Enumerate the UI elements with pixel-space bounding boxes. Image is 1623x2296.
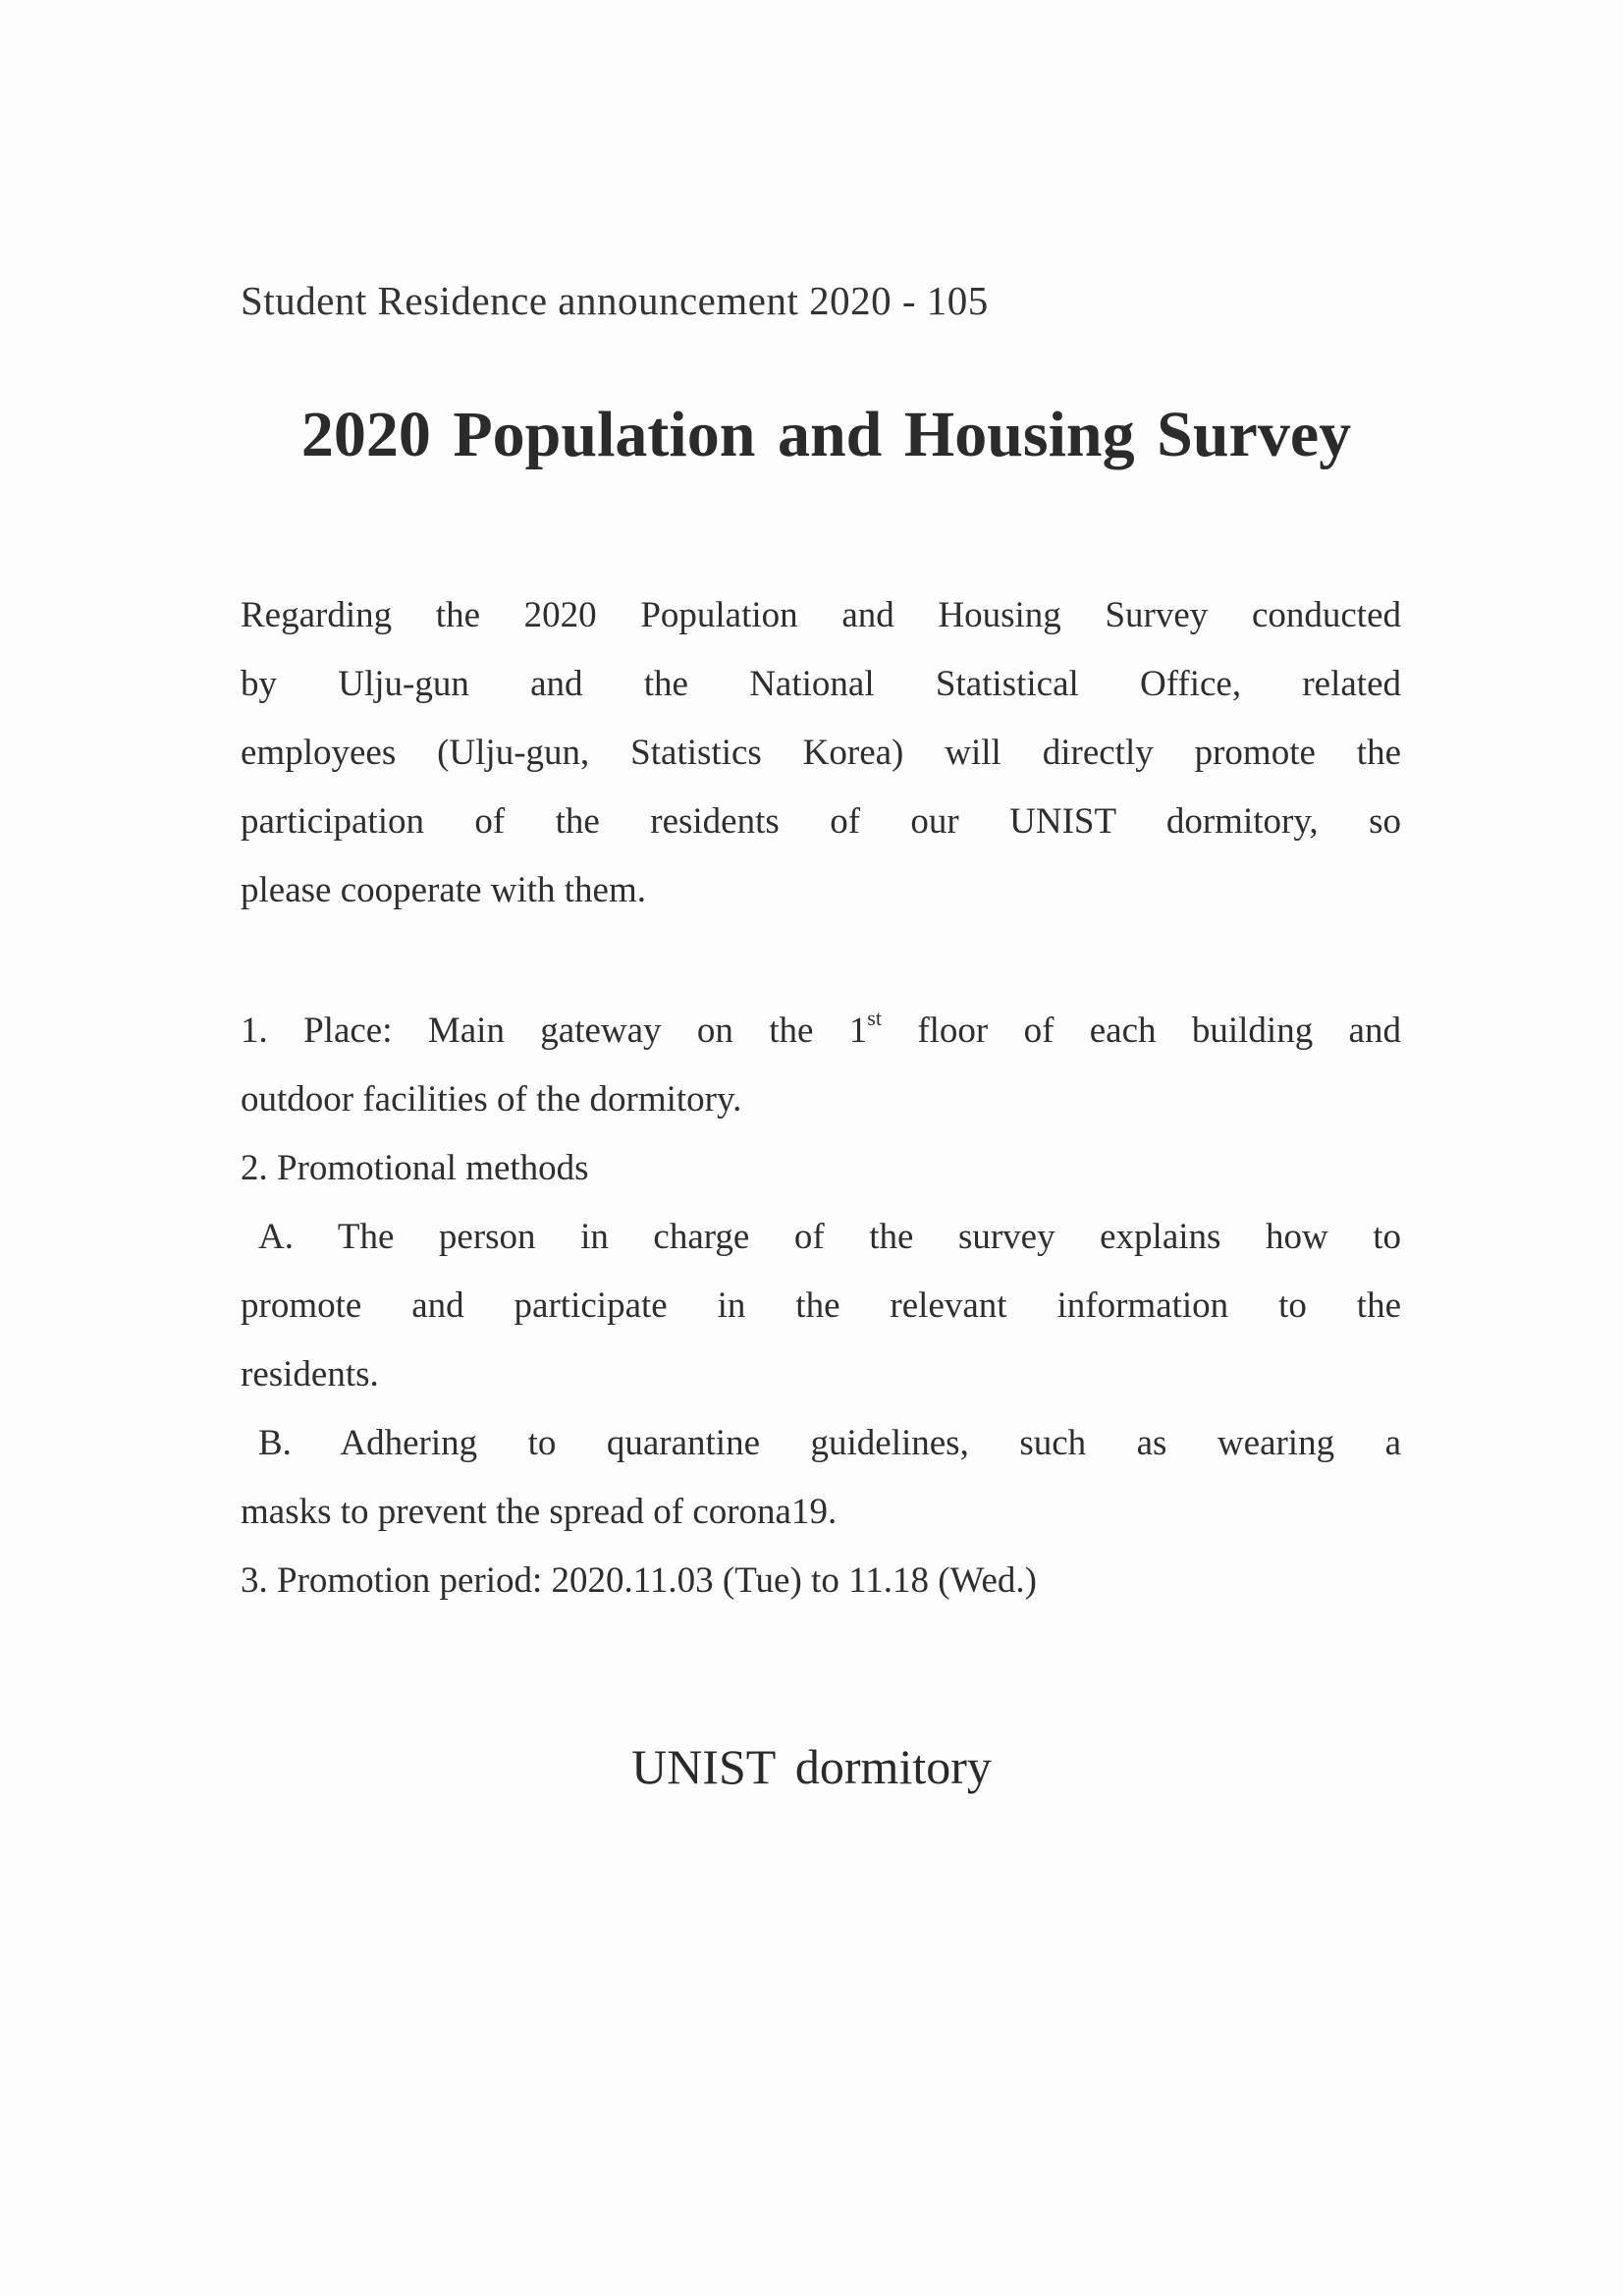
method-b-cont: masks to prevent the spread of corona19. (241, 1492, 838, 1532)
place-item-cont: outdoor facilities of the dormitory. (241, 1079, 742, 1120)
intro-line: please cooperate with them. (241, 870, 646, 910)
intro-line: participation of the residents of our UNIST dormitory, so (241, 801, 1401, 842)
methods-heading: 2. Promotional methods (241, 1148, 589, 1188)
intro-line: employees (Ulju-gun, Statistics Korea) will directly promote the (241, 733, 1401, 773)
place-text: 1. Place: Main gateway on the 1 (241, 1011, 868, 1051)
method-b: B. Adhering to quarantine guidelines, such as wearing a (258, 1423, 1401, 1463)
method-a-end: residents. (241, 1354, 379, 1394)
method-a: A. The person in charge of the survey explains how to (258, 1217, 1401, 1257)
place-text-cont: floor of each building and (881, 1011, 1401, 1051)
intro-line: Regarding the 2020 Population and Housing Survey conducted (241, 595, 1401, 635)
announcement-number: Student Residence announcement 2020 - 105 (241, 278, 989, 323)
details-list (241, 997, 1401, 1615)
ordinal-suffix: st (867, 1005, 882, 1030)
place-item (241, 997, 1401, 1066)
intro-line: by Ulju-gun and the National Statistical Office, related (241, 664, 1401, 704)
document-title: 2020 Population and Housing Survey (300, 399, 1352, 470)
method-a-cont: promote and participate in the relevant information to the (241, 1285, 1401, 1326)
promotion-period: 3. Promotion period: 2020.11.03 (Tue) to 11.18 (Wed.) (241, 1560, 1037, 1601)
intro-paragraph (241, 581, 1401, 925)
signature: UNIST dormitory (631, 1739, 992, 1794)
